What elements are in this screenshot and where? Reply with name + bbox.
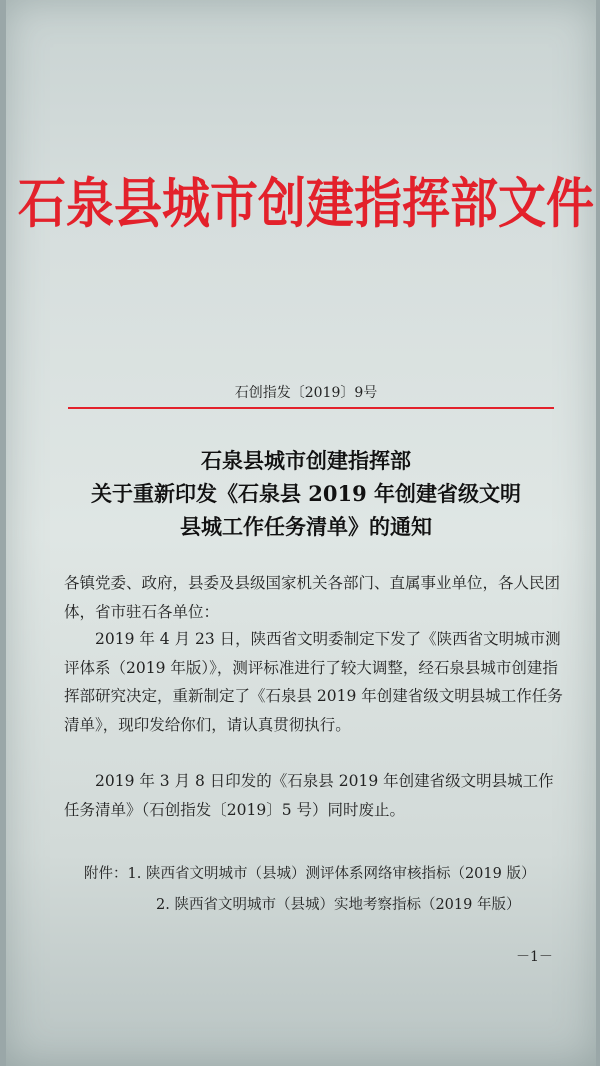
notice-title-line-1: 石泉县城市创建指挥部 [201, 448, 411, 473]
notice-title-line-2: 关于重新印发《石泉县 2019 年创建省级文明 [90, 481, 522, 506]
notice-title [46, 444, 566, 543]
attachment-2: 2. 陕西省文明城市（县城）实地考察指标（2019 年版） [156, 897, 521, 913]
paragraph-2: 2019 年 3 月 8 日印发的《石泉县 2019 年创建省级文明县城工作任务清单》（石创指发〔2019〕5 号）同时废止。 [64, 772, 554, 819]
document-number: 石创指发〔2019〕9号 [234, 385, 378, 401]
issuer-title: 石泉县城市创建指挥部文件 [17, 172, 594, 236]
red-divider [68, 407, 554, 409]
paragraph-1: 2019 年 4 月 23 日，陕西省文明委制定下发了《陕西省文明城市测评体系（2019 年版）》，测评标准进行了较大调整，经石泉县城市创建指挥部研究决定，重新制定了《石泉县 2019 年创建省级文明县城工作任务清单》，现印发给你们，请认真贯彻执行。 [64, 630, 563, 734]
addressee: 各镇党委、政府，县委及县级国家机关各部门、直属事业单位，各人民团体，省市驻石各单位： [64, 574, 561, 621]
page-number: －1－ [516, 949, 553, 965]
attachment-1: 附件：1. 陕西省文明城市（县城）测评体系网络审核指标（2019 版） [84, 866, 536, 882]
document-page [6, 0, 596, 1066]
notice-title-line-3: 县城工作任务清单》的通知 [180, 514, 432, 539]
